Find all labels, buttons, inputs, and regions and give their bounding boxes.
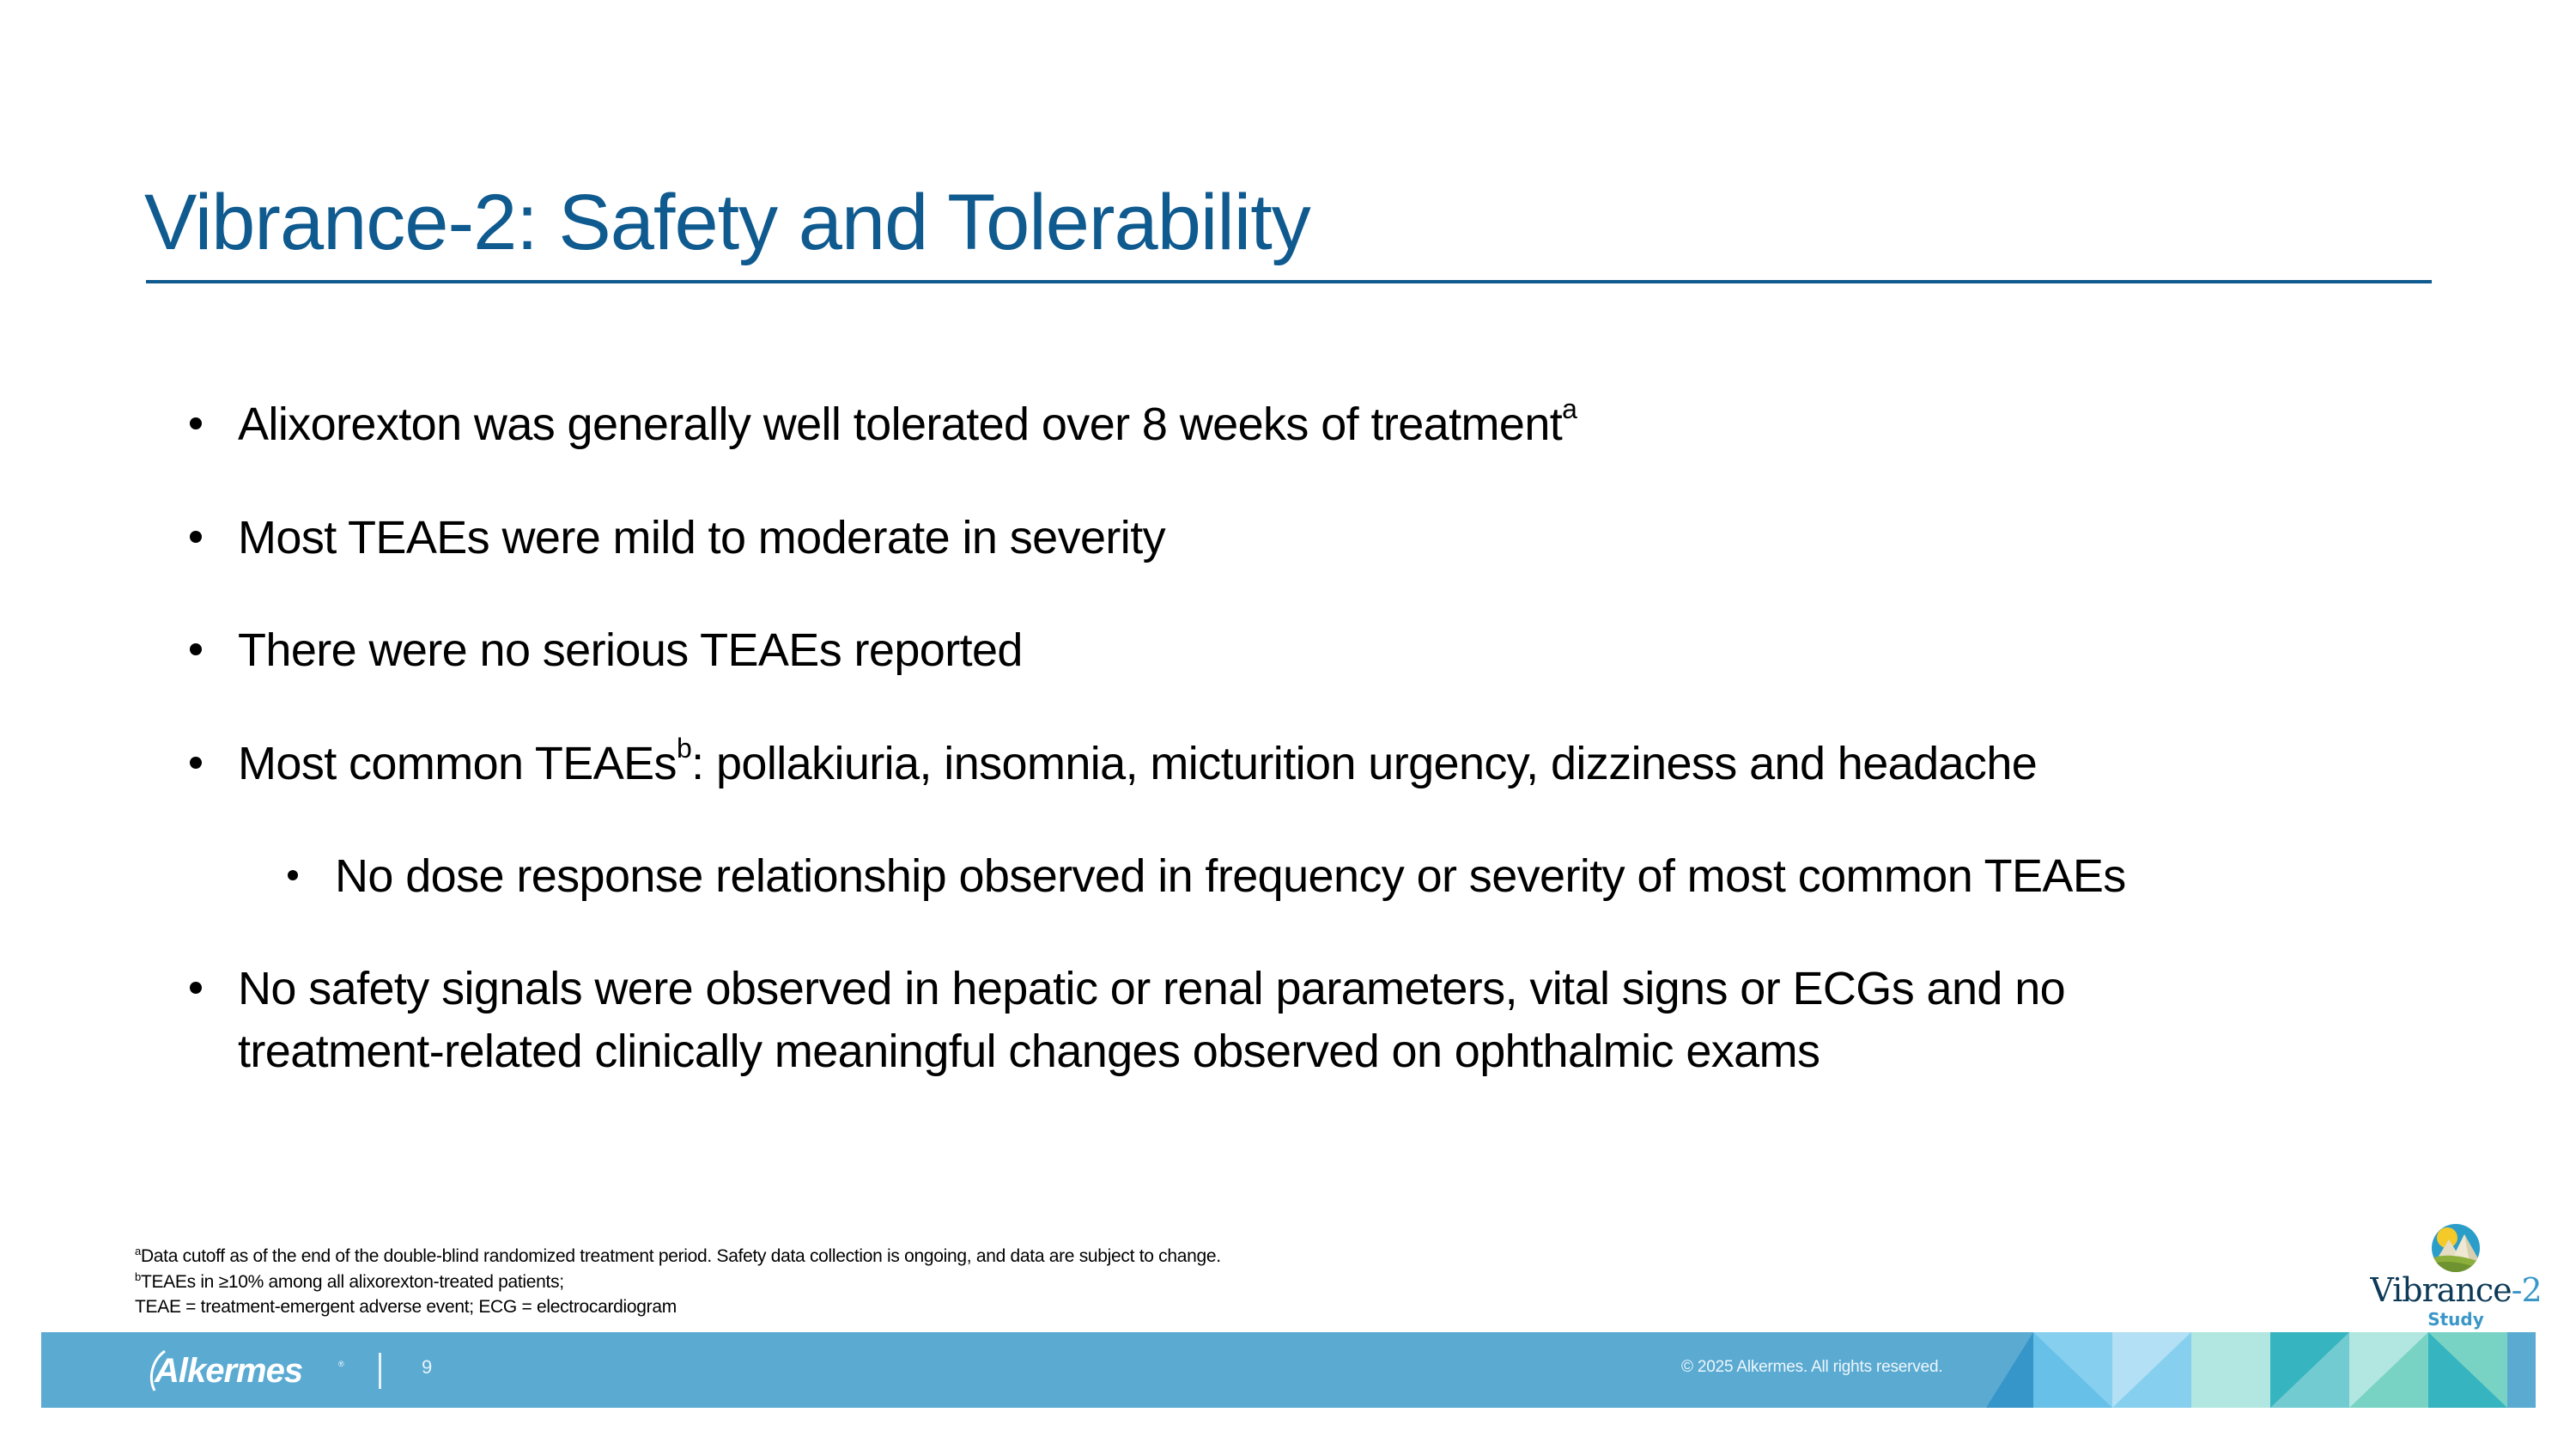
- bullet-text-line2: treatment-related clinically meaningful changes observed on ophthalmic exams: [238, 1026, 1820, 1077]
- mountain-sun-emblem-icon: [2432, 1224, 2480, 1272]
- bullet-text: Most common TEAEs: [238, 738, 677, 789]
- footnote-a: $^a$Data cutoff as of the end of the double-blind randomized treatment period. Safety data collection is ongoing, and data are subject to change.: [135, 1245, 1221, 1266]
- bullet-dot-icon: [190, 531, 202, 543]
- page-number: 9: [422, 1356, 433, 1378]
- bullet-text-continued: : pollakiuria, insomnia, micturition urgency, dizziness and headache: [691, 738, 2038, 789]
- svg-text:®: ®: [338, 1360, 344, 1368]
- bullet-dot-icon: [190, 982, 202, 994]
- footnote-marker: a: [1562, 393, 1577, 424]
- decorative-triangle-tiles: [1986, 1332, 2536, 1408]
- bullet-text: Most TEAEs were mild to moderate in severity: [238, 512, 1165, 563]
- vibrance-wordmark: Vibrance-2: [2370, 1271, 2542, 1309]
- alkermes-logo: [146, 1344, 352, 1396]
- bullet-dot-icon: [190, 757, 202, 769]
- sub-bullet-text: No dose response relationship observed in frequency or severity of most common TEAEs: [335, 850, 2126, 902]
- footer-divider: [379, 1353, 381, 1389]
- bullet-dot-icon: [190, 417, 202, 429]
- alkermes-wordmark: Alkermes: [155, 1352, 303, 1390]
- footnote-abbreviations: TEAE = treatment-emergent adverse event; ECG = electrocardiogram: [135, 1297, 677, 1317]
- footnote-marker: a: [135, 1245, 141, 1257]
- copyright-text: © 2025 Alkermes. All rights reserved.: [1681, 1358, 1943, 1376]
- vibrance-2-study-logo: [2353, 1211, 2559, 1331]
- bullet-dot-icon: [288, 870, 298, 880]
- vibrance-study-label: Study: [2427, 1309, 2484, 1330]
- footer-bar: [41, 1332, 2536, 1408]
- footnotes: [135, 1244, 1221, 1320]
- footnote-b: $^b$TEAEs in ≥10% among all alixorexton-treated patients;: [135, 1269, 564, 1292]
- bullet-text-line1: No safety signals were observed in hepatic or renal parameters, vital signs or ECGs and no: [238, 963, 2066, 1014]
- bullet-text: There were no serious TEAEs reported: [238, 624, 1023, 676]
- bullet-dot-icon: [190, 643, 202, 655]
- footnote-marker: b: [135, 1269, 141, 1283]
- slide-title: Vibrance-2: Safety and Tolerability: [144, 179, 1310, 266]
- title-underline: [146, 280, 2432, 283]
- footnote-marker: b: [676, 733, 692, 764]
- bullet-text: Alixorexton was generally well tolerated over 8 weeks of treatment: [238, 399, 1563, 450]
